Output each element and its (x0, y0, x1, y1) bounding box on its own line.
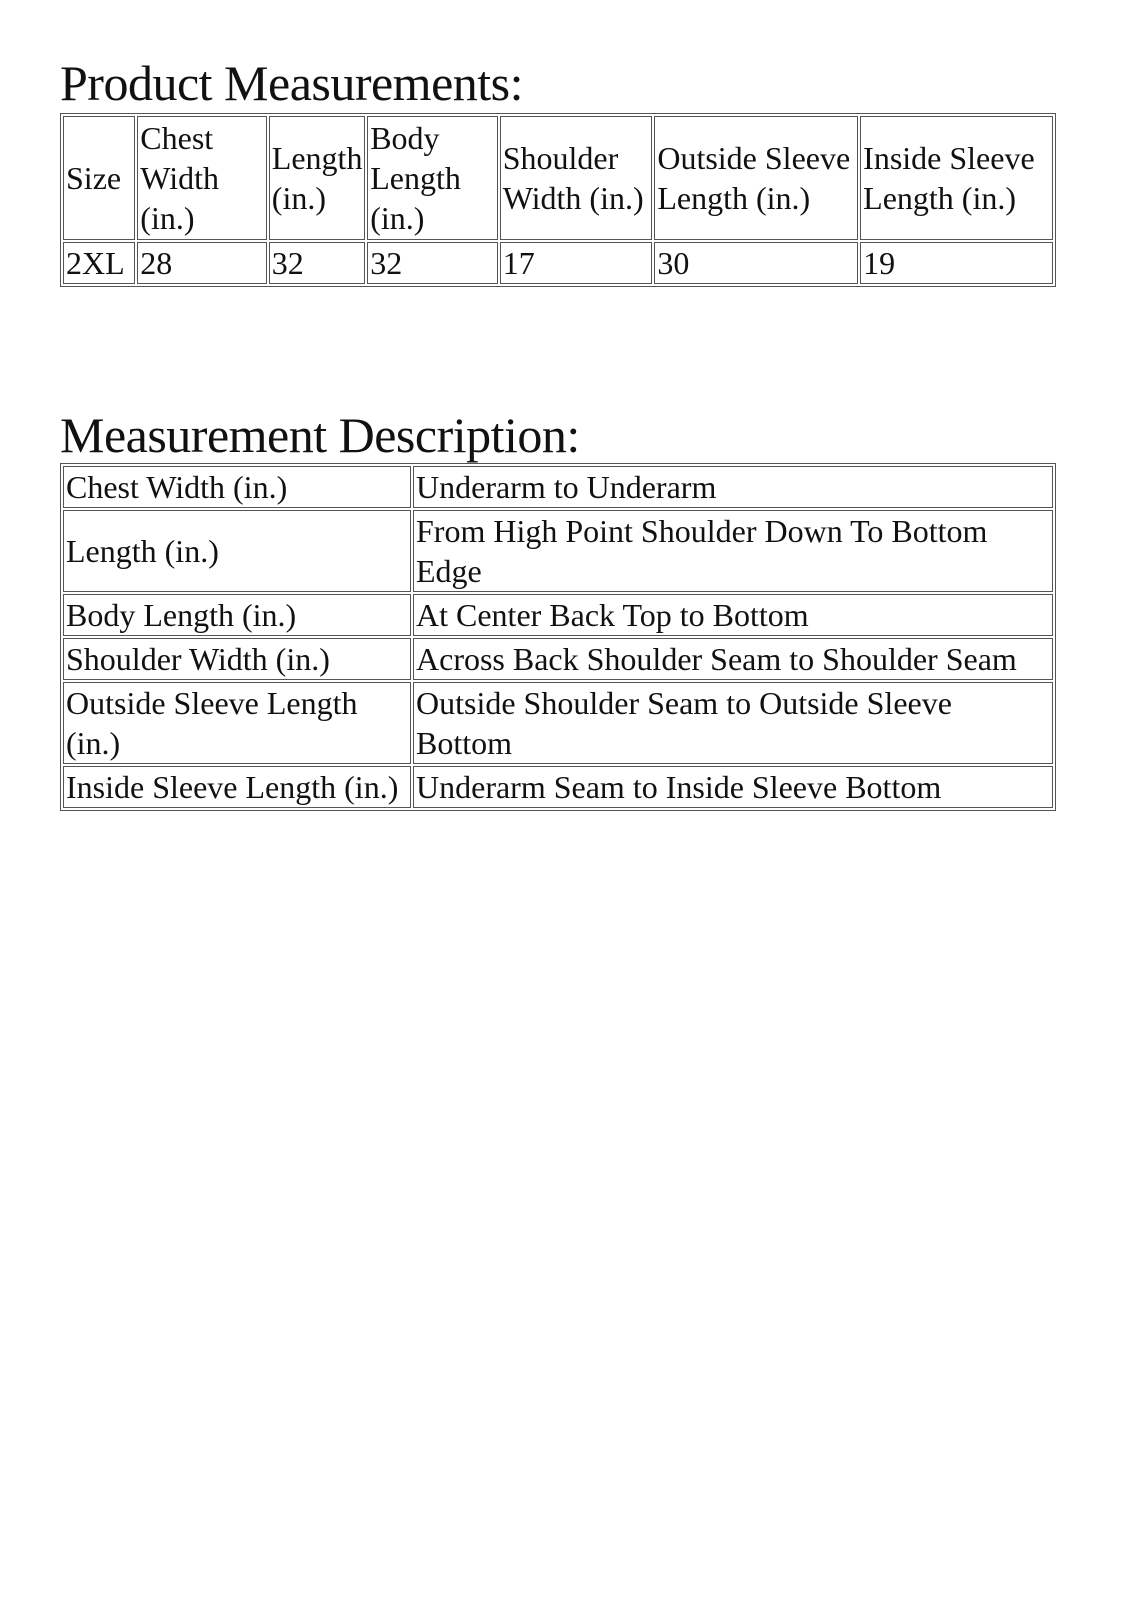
column-header-body-length: Body Length (in.) (367, 116, 498, 240)
table-row (63, 682, 1053, 764)
measurement-name: Outside Sleeve Length (in.) (63, 682, 411, 764)
cell-inside-sleeve-length: 19 (860, 242, 1053, 284)
measurement-name: Inside Sleeve Length (in.) (63, 766, 411, 808)
measurement-description: From High Point Shoulder Down To Bottom Edge (413, 510, 1053, 592)
measurement-description: Outside Shoulder Seam to Outside Sleeve Bottom (413, 682, 1053, 764)
column-header-outside-sleeve-length: Outside Sleeve Length (in.) (654, 116, 858, 240)
table-row (63, 242, 1053, 284)
product-measurements-table (60, 113, 1056, 287)
table-row (63, 510, 1053, 592)
cell-shoulder-width: 17 (500, 242, 653, 284)
measurement-description: At Center Back Top to Bottom (413, 594, 1053, 636)
measurement-name: Body Length (in.) (63, 594, 411, 636)
column-header-chest-width: Chest Width (in.) (137, 116, 267, 240)
measurement-description-title: Measurement Description: (60, 407, 580, 463)
column-header-shoulder-width: Shoulder Width (in.) (500, 116, 653, 240)
measurement-description: Across Back Shoulder Seam to Shoulder Seam (413, 638, 1053, 680)
cell-chest-width: 28 (137, 242, 267, 284)
product-measurements-title: Product Measurements: (60, 55, 524, 111)
measurement-description: Underarm Seam to Inside Sleeve Bottom (413, 766, 1053, 808)
table-row (63, 638, 1053, 680)
cell-length: 32 (269, 242, 365, 284)
cell-outside-sleeve-length: 30 (654, 242, 858, 284)
column-header-length: Length (in.) (269, 116, 365, 240)
measurement-name: Length (in.) (63, 510, 411, 592)
cell-body-length: 32 (367, 242, 498, 284)
cell-size: 2XL (63, 242, 135, 284)
column-header-size: Size (63, 116, 135, 240)
measurement-description: Underarm to Underarm (413, 466, 1053, 508)
measurement-name: Chest Width (in.) (63, 466, 411, 508)
table-row (63, 766, 1053, 808)
column-header-inside-sleeve-length: Inside Sleeve Length (in.) (860, 116, 1053, 240)
measurement-description-table (60, 463, 1056, 811)
table-row (63, 594, 1053, 636)
table-row (63, 466, 1053, 508)
measurement-name: Shoulder Width (in.) (63, 638, 411, 680)
header-row (63, 116, 1053, 240)
